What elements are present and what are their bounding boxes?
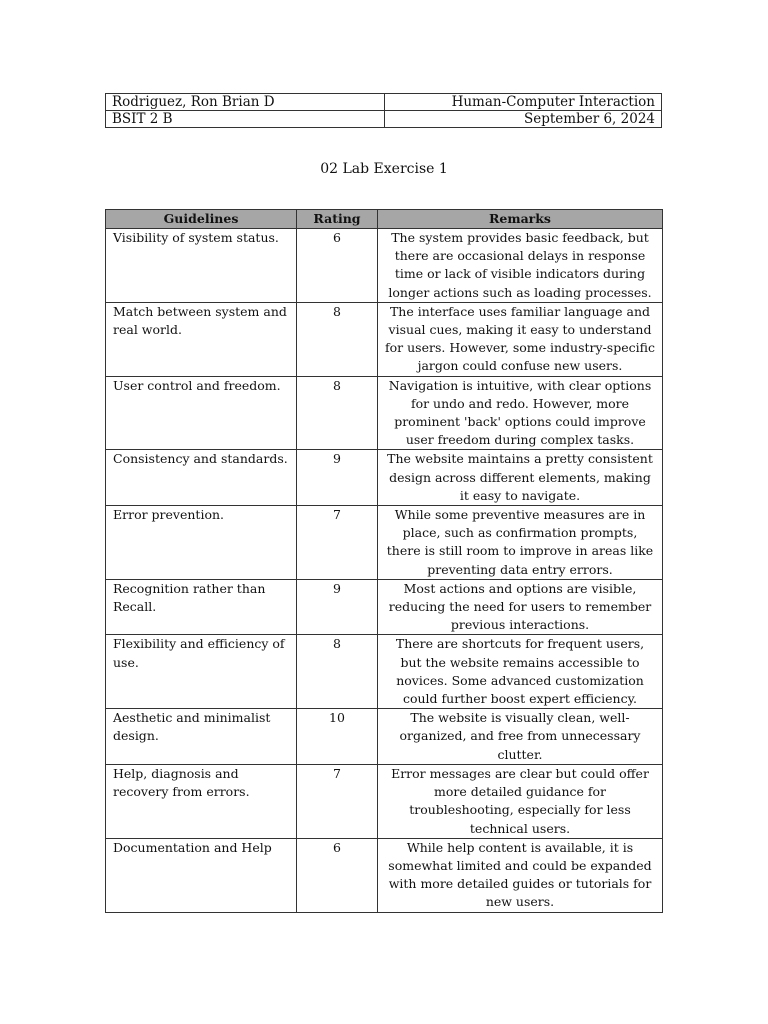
table-row	[106, 376, 663, 450]
table-row	[106, 838, 663, 912]
rating-cell: 7	[297, 764, 378, 838]
remarks-cell: While help content is available, it is somewhat limited and could be expanded with more detailed guides or tutorials for new users.	[378, 838, 663, 912]
remarks-cell: The system provides basic feedback, but there are occasional delays in response time or lack of visible indicators during longer actions such as loading processes.	[378, 229, 663, 303]
guideline-cell: Flexibility and efficiency of use.	[106, 635, 297, 709]
remarks-cell: While some preventive measures are in place, such as confirmation prompts, there is still room to improve in areas like preventing data entry errors.	[378, 506, 663, 580]
rating-cell: 6	[297, 229, 378, 303]
document-title: 02 Lab Exercise 1	[320, 161, 448, 177]
column-header-guidelines: Guidelines	[106, 210, 297, 229]
guideline-cell: User control and freedom.	[106, 376, 297, 450]
guideline-cell: Recognition rather than Recall.	[106, 579, 297, 635]
rating-cell: 9	[297, 579, 378, 635]
guideline-cell: Help, diagnosis and recovery from errors.	[106, 764, 297, 838]
table-row	[106, 506, 663, 580]
header-row	[106, 111, 662, 128]
rating-cell: 9	[297, 450, 378, 506]
guideline-cell: Consistency and standards.	[106, 450, 297, 506]
remarks-cell: The website maintains a pretty consistent design across different elements, making it easy to navigate.	[378, 450, 663, 506]
table-row	[106, 635, 663, 709]
column-header-remarks: Remarks	[378, 210, 663, 229]
header-row	[106, 94, 662, 111]
table-row	[106, 450, 663, 506]
column-header-rating: Rating	[297, 210, 378, 229]
table-row	[106, 709, 663, 765]
table-row	[106, 764, 663, 838]
guideline-cell: Error prevention.	[106, 506, 297, 580]
remarks-cell: Most actions and options are visible, reducing the need for users to remember previous interactions.	[378, 579, 663, 635]
section: BSIT 2 B	[106, 111, 385, 128]
header-table	[105, 93, 662, 128]
guideline-cell: Visibility of system status.	[106, 229, 297, 303]
guideline-cell: Aesthetic and minimalist design.	[106, 709, 297, 765]
remarks-cell: Error messages are clear but could offer more detailed guidance for troubleshooting, especially for less technical users.	[378, 764, 663, 838]
heuristics-table	[105, 209, 663, 913]
guideline-cell: Match between system and real world.	[106, 302, 297, 376]
guideline-cell: Documentation and Help	[106, 838, 297, 912]
table-row	[106, 579, 663, 635]
rating-cell: 10	[297, 709, 378, 765]
rating-cell: 6	[297, 838, 378, 912]
remarks-cell: Navigation is intuitive, with clear options for undo and redo. However, more prominent 'back' options could improve user freedom during complex tasks.	[378, 376, 663, 450]
rating-cell: 8	[297, 376, 378, 450]
table-row	[106, 229, 663, 303]
table-row	[106, 302, 663, 376]
remarks-cell: There are shortcuts for frequent users, but the website remains accessible to novices. Some advanced customization could further boost expert efficiency.	[378, 635, 663, 709]
date: September 6, 2024	[385, 111, 662, 128]
student-name: Rodriguez, Ron Brian D	[106, 94, 385, 111]
rating-cell: 8	[297, 302, 378, 376]
remarks-cell: The interface uses familiar language and visual cues, making it easy to understand for users. However, some industry-specific jargon could confuse new users.	[378, 302, 663, 376]
rating-cell: 7	[297, 506, 378, 580]
rating-cell: 8	[297, 635, 378, 709]
course-name: Human-Computer Interaction	[385, 94, 662, 111]
remarks-cell: The website is visually clean, well-organized, and free from unnecessary clutter.	[378, 709, 663, 765]
table-header-row	[106, 210, 663, 229]
